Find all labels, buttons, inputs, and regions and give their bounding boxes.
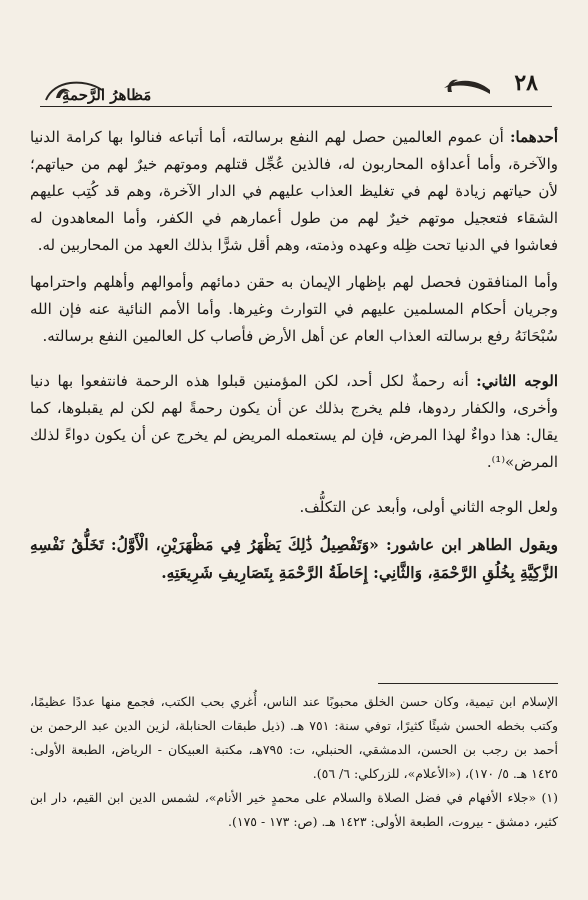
header-rule — [40, 106, 552, 107]
paragraph-first-aspect — [30, 124, 558, 259]
page-header — [40, 72, 552, 112]
footnote-continued: الإسلام ابن تيمية، وكان حسن الخلق محبوبًا عند الناس، أُغري بحب الكتب، فجمع منها عددًا عظيمًا، وكتب بخطه الحسن شيئًا كثيرًا، توفي سنة: ٧٥١ هـ. (ذيل طبقات الحنابلة، لزين الدين عبد الرحمن بن أحمد بن رجب بن الحسن، الدمشقي، الحنبلي، ت: ٧٩٥هـ، مكتبة العبيكان - الرياض، الطبعة الأولى: ١٤٢٥ هـ. ٥/ ١٧٠)، («الأعلام»، للزركلي: ٦/ ٥٦). — [30, 694, 558, 781]
paragraph-text: أن عموم العالمين حصل لهم النفع برسالته، أما أتباعه فنالوا بها كرامة الدنيا والآخرة، وأما أعداؤه المحاربون له، فالذين عُجِّل قتلهم وموتهم خيرٌ لهم من حياتهم؛ لأن حياتهم زيادة لهم في تغليظ العذاب عليهم في الدار الآخرة، وهم قد كُتِب عليهم الشقاء فتعجيل موتهم خيرٌ لهم من طول أعمارهم في الكفر، وأما المعاهدون له فعاشوا في الدنيا تحت ظِله وعهده وذمته، وهم أقل شرًّا بذلك العهد من المحاربين له. — [30, 128, 558, 254]
crescent-ornament-icon — [440, 72, 492, 102]
main-text — [30, 124, 558, 597]
running-title: مَظاهرُ الرَّحمةِ — [62, 86, 152, 104]
paragraph-preference — [30, 494, 558, 521]
paragraph-text: وأما المنافقون فحصل لهم بإظهار الإيمان به حقن دمائهم وأموالهم وأهلهم واحترامها وجريان أحكام المسلمين عليهم في التوارث وغيرها. وأما الأمم النائية عنه فإن الله سُبْحَانَهُ رفع برسالته العذاب العام عن أهل الأرض فأصاب كل العالمين النفع برسالته. — [30, 273, 558, 345]
paragraph-label: أحدهما: — [509, 128, 558, 146]
paragraph-text: أنه رحمةٌ لكل أحد، لكن المؤمنين قبلوا هذه الرحمة فانتفعوا بها دنيا وأخرى، والكفار ردوها، فلم يخرج بذلك عن أن يكون رحمةً لهم لكن لم يقبلوها، كما يقال: هذا دواءٌ لهذا المرض، فإن لم يستعمله المريض لم يخرج عن أن يكون دواءً لذلك المرض»⁽¹⁾. — [30, 372, 558, 471]
page-number: ٢٨ — [514, 70, 538, 96]
paragraph-ibn-ashur-quote — [30, 531, 558, 587]
footnote-1: (١) «جلاء الأفهام في فضل الصلاة والسلام على محمدٍ خير الأنام»، لشمس الدين ابن القيم، دار ابن كثير، دمشق - بيروت، الطبعة الأولى: ١٤٢٣ هـ. (ص: ١٧٣ - ١٧٥). — [30, 790, 558, 829]
paragraph-hypocrites — [30, 269, 558, 350]
paragraph-text: ولعل الوجه الثاني أولى، وأبعد عن التكلُّف. — [299, 498, 558, 516]
quote-text: ويقول الطاهر ابن عاشور: «وَتَفْصِيلُ ذَٰلِكَ يَظْهَرُ فِي مَظْهَرَيْنِ، الْأَوَّلُ: تَخَلُّقُ نَفْسِهِ الزَّكِيَّةِ بِخُلُقِ الرَّحْمَةِ، وَالثَّانِي: إِحَاطَةُ الرَّحْمَةِ بِتَصَارِيفِ شَرِيعَتِهِ. — [30, 535, 558, 582]
paragraph-label: الوجه الثاني: — [476, 372, 558, 390]
swirl-ornament-icon — [44, 76, 104, 102]
paragraph-second-aspect — [30, 368, 558, 476]
footnotes — [30, 690, 558, 834]
footnote-separator — [378, 683, 558, 684]
